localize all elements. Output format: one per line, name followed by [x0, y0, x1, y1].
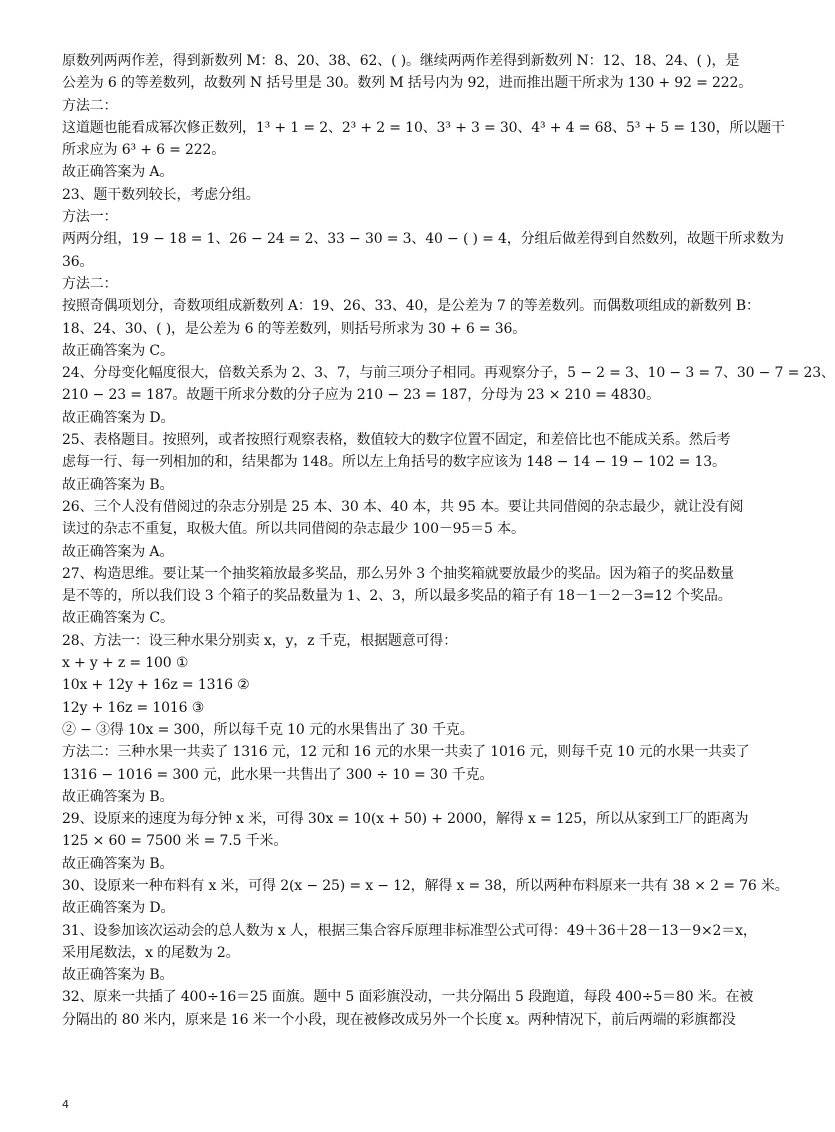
answer-line: 故正确答案为 A。: [62, 543, 174, 560]
text-line: 虑每一行、每一列相加的和，结果都为 148。所以左上角括号的数字应该为 148 − 14 − 19 − 102 = 13。: [62, 454, 726, 471]
question-heading: 27、构造思维。要让某一个抽奖箱放最多奖品，那么另外 3 个抽奖箱就要放最少的奖品。因为箱子的奖品数量: [62, 565, 734, 582]
text-line: ② − ③得 10x = 300，所以每千克 10 元的水果售出了 30 千克。: [62, 721, 474, 738]
text-line: 36。: [62, 253, 94, 270]
text-line: 125 × 60 = 7500 米 = 7.5 千米。: [62, 833, 288, 850]
answer-line: 故正确答案为 B。: [62, 788, 174, 805]
text-line: 读过的杂志不重复，取极大值。所以共同借阅的杂志最少 100－95＝5 本。: [62, 521, 525, 538]
text-line: 方法二：: [62, 97, 118, 114]
text-line: 采用尾数法，x 的尾数为 2。: [62, 944, 240, 961]
text-line: 1316 − 1016 = 300 元，此水果一共售出了 300 ÷ 10 = 30 千克。: [62, 766, 494, 783]
answer-line: 故正确答案为 C。: [62, 610, 174, 627]
question-heading: 30、设原来一种布料有 x 米，可得 2(x − 25) = x − 12，解得 x = 38，所以两种布料原来一共有 38 × 2 = 76 米。: [62, 877, 789, 894]
answer-line: 故正确答案为 B。: [62, 855, 174, 872]
text-line: 这道题也能看成幂次修正数列，1³ + 1 = 2、2³ + 2 = 10、3³ + 3 = 30、4³ + 4 = 68、5³ + 5 = 130，所以题干: [62, 119, 785, 136]
question-heading: 32、原来一共插了 400÷16＝25 面旗。题中 5 面彩旗没动，一共分隔出 5 段跑道，每段 400÷5＝80 米。在被: [62, 989, 754, 1006]
answer-line: 故正确答案为 C。: [62, 342, 174, 359]
page-number: 4: [62, 1098, 69, 1111]
equation-line: 12y + 16z = 1016 ③: [62, 699, 205, 716]
question-heading: 24、分母变化幅度很大，倍数关系为 2、3、7，与前三项分子相同。再观察分子，5 − 2 = 3、10 − 3 = 7、30 − 7 = 23、: [62, 365, 835, 382]
text-line: 分隔出的 80 米内，原来是 16 米一个小段，现在被修改成另外一个长度 x。两种情况下，前后两端的彩旗都没: [62, 1011, 736, 1028]
text-line: 210 − 23 = 187。故题干所求分数的分子应为 210 − 23 = 187，分母为 23 × 210 = 4830。: [62, 387, 660, 404]
question-heading: 23、题干数列较长，考虑分组。: [62, 186, 260, 203]
text-line: 公差为 6 的等差数列，故数列 N 括号里是 30。数列 M 括号内为 92，进而推出题干所求为 130 + 92 = 222。: [62, 75, 753, 92]
text-line: 按照奇偶项划分，奇数项组成新数列 A：19、26、33、40，是公差为 7 的等差数列。而偶数项组成的新数列 B：: [62, 298, 760, 315]
answer-line: 故正确答案为 D。: [62, 409, 175, 426]
answer-line: 故正确答案为 B。: [62, 967, 174, 984]
answer-line: 故正确答案为 D。: [62, 900, 175, 917]
answer-line: 故正确答案为 A。: [62, 164, 174, 181]
text-line: 两两分组，19 − 18 = 1、26 − 24 = 2、33 − 30 = 3、40 − ( ) = 4，分组后做差得到自然数列，故题干所求数为: [62, 231, 784, 248]
equation-line: x + y + z = 100 ①: [62, 655, 189, 672]
text-line: 是不等的，所以我们设 3 个箱子的奖品数量为 1、2、3，所以最多奖品的箱子有 18－1－2－3=12 个奖品。: [62, 588, 732, 605]
answer-line: 故正确答案为 B。: [62, 476, 174, 493]
question-heading: 31、设参加该次运动会的总人数为 x 人，根据三集合容斥原理非标准型公式可得：49＋36＋28－13－9×2＝x，: [62, 922, 757, 939]
answer-explanation-page: [62, 50, 835, 1031]
equation-line: 10x + 12y + 16z = 1316 ②: [62, 677, 250, 694]
question-heading: 26、三个人没有借阅过的杂志分别是 25 本、30 本、40 本，共 95 本。要让共同借阅的杂志最少，就让没有阅: [62, 498, 744, 515]
question-heading: 25、表格题目。按照列，或者按照行观察表格，数值较大的数字位置不固定，和差倍比也不能成关系。然后考: [62, 432, 731, 449]
text-line: 所求应为 6³ + 6 = 222。: [62, 142, 226, 159]
question-heading: 28、方法一：设三种水果分别卖 x，y，z 千克，根据题意可得：: [62, 632, 458, 649]
text-line: 方法二：: [62, 275, 118, 292]
text-line: 方法一：: [62, 209, 118, 226]
question-heading: 29、设原来的速度为每分钟 x 米，可得 30x = 10(x + 50) + 2000，解得 x = 125，所以从家到工厂的距离为: [62, 811, 749, 828]
text-line: 原数列两两作差，得到新数列 M：8、20、38、62、( )。继续两两作差得到新数列 N：12、18、24、( )，是: [62, 53, 740, 69]
text-line: 18、24、30、( )，是公差为 6 的等差数列，则括号所求为 30 + 6 = 36。: [62, 320, 527, 337]
text-line: 方法二：三种水果一共卖了 1316 元，12 元和 16 元的水果一共卖了 1016 元，则每千克 10 元的水果一共卖了: [62, 744, 750, 761]
